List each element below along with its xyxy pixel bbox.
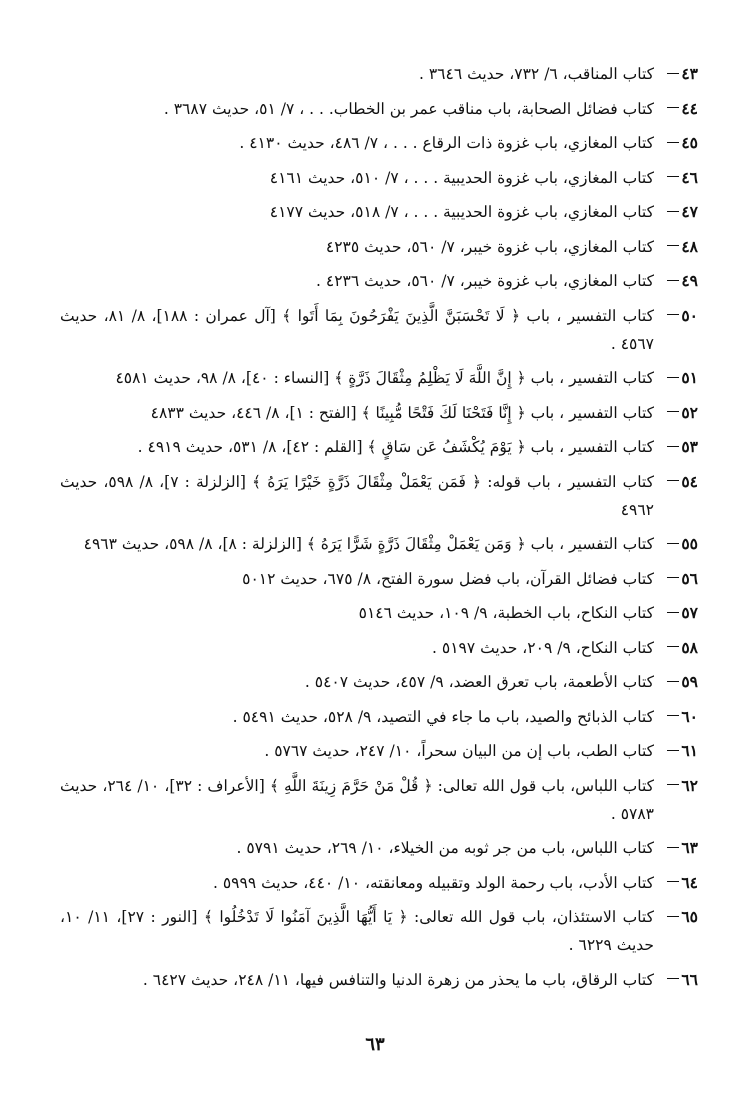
list-item xyxy=(60,634,698,662)
entry-dash xyxy=(667,978,679,979)
entry-text: كتاب المغازي، باب غزوة الحديبية . . . ، ٧/ ٥١٠، حديث ٤١٦١ xyxy=(269,168,654,187)
entry-number xyxy=(654,634,698,662)
entry-dash xyxy=(667,881,679,882)
list-item xyxy=(60,737,698,765)
list-item xyxy=(60,233,698,261)
entry-number-digits: ٤٨ xyxy=(681,236,698,256)
entry-number xyxy=(654,737,698,765)
entry-number-digits: ٥١ xyxy=(681,368,698,387)
entry-number xyxy=(654,60,698,88)
entry-text: كتاب النكاح، باب الخطبة، ٩/ ١٠٩، حديث ٥١٤٦ xyxy=(358,604,654,622)
entry-text: كتاب فضائل الصحابة، باب مناقب عمر بن الخطاب. . . ، ٧/ ٥١، حديث ٣٦٨٧ . xyxy=(163,99,654,118)
list-item xyxy=(60,772,698,828)
list-item xyxy=(60,164,698,192)
entry-text: كتاب المغازي، باب غزوة ذات الرقاع . . . ، ٧/ ٤٨٦، حديث ٤١٣٠ . xyxy=(239,134,654,152)
entry-dash xyxy=(667,142,679,143)
entry-number xyxy=(654,433,698,461)
entry-text: كتاب اللباس، باب من جر ثوبه من الخيلاء، ١٠/ ٢٦٩، حديث ٥٧٩١ . xyxy=(236,839,654,857)
list-item xyxy=(60,599,698,627)
entry-dash xyxy=(667,543,679,544)
entry-number-digits: ٦٦ xyxy=(681,969,698,989)
entry-number xyxy=(654,399,698,427)
entry-text: كتاب المغازي، باب غزوة خيبر، ٧/ ٥٦٠، حديث ٤٢٣٥ xyxy=(325,237,654,256)
entry-number-digits: ٥٠ xyxy=(681,305,698,325)
entry-dash xyxy=(667,750,679,751)
entry-number-digits: ٥٨ xyxy=(681,637,698,657)
entry-number-digits: ٦٢ xyxy=(681,775,698,795)
entry-number xyxy=(654,703,698,731)
entry-number-digits: ٤٧ xyxy=(681,202,698,221)
entry-text: كتاب المناقب، ٦/ ٧٣٢، حديث ٣٦٤٦ . xyxy=(419,65,654,83)
reference-list xyxy=(60,60,698,994)
entry-dash xyxy=(667,480,679,481)
entry-number xyxy=(654,95,698,123)
entry-dash xyxy=(667,314,679,315)
entry-number-digits: ٥٤ xyxy=(681,471,698,491)
entry-number-digits: ٦٣ xyxy=(681,838,698,857)
entry-number-digits: ٤٣ xyxy=(681,64,698,83)
list-item xyxy=(60,433,698,461)
entry-text: كتاب التفسير ، باب قوله: ﴿ فَمَن يَعْمَلْ مِثْقَالَ ذَرَّةٍ خَيْرًا يَرَهُ ﴾ [الزلزلة : ٧]، ٨/ ٥٩٨، حديث ٤٩٦٢ xyxy=(60,472,654,519)
list-item xyxy=(60,60,698,88)
entry-text: كتاب الاستئذان، باب قول الله تعالى: ﴿ يَا أَيُّهَا الَّذِينَ آمَنُوا لَا تَدْخُلُوا ﴾ [النور : ٢٧]، ١١/ ١٠، حديث ٦٢٢٩ . xyxy=(60,908,654,954)
entry-number xyxy=(654,599,698,627)
entry-number-digits: ٥٢ xyxy=(681,402,698,422)
list-item xyxy=(60,267,698,295)
entry-text: كتاب التفسير ، باب ﴿ إِنَّا فَتَحْنَا لَكَ فَتْحًا مُّبِينًا ﴾ [الفتح : ١]، ٨/ ٤٤٦، حديث ٤٨٣٣ xyxy=(150,403,654,422)
entry-number-digits: ٤٩ xyxy=(681,271,698,290)
list-item xyxy=(60,198,698,226)
entry-number-digits: ٥٣ xyxy=(681,437,698,456)
entry-number xyxy=(654,129,698,157)
entry-number xyxy=(654,530,698,558)
entry-number-digits: ٤٦ xyxy=(681,167,698,187)
list-item xyxy=(60,966,698,994)
entry-number xyxy=(654,869,698,897)
entry-number xyxy=(654,565,698,593)
page-number: ٦٣ xyxy=(365,1034,385,1055)
entry-text: كتاب التفسير ، باب ﴿ يَوْمَ يُكْشَفُ عَن سَاقٍ ﴾ [القلم : ٤٢]، ٨/ ٥٣١، حديث ٤٩١٩ . xyxy=(137,438,654,456)
entry-dash xyxy=(667,73,679,74)
entry-number-digits: ٤٤ xyxy=(681,98,698,118)
entry-number-digits: ٥٥ xyxy=(681,534,698,553)
list-item xyxy=(60,95,698,123)
list-item xyxy=(60,903,698,959)
entry-number-digits: ٥٧ xyxy=(681,603,698,622)
list-item xyxy=(60,468,698,524)
entry-text: كتاب الأدب، باب رحمة الولد وتقبيله ومعانقته، ١٠/ ٤٤٠، حديث ٥٩٩٩ . xyxy=(212,873,654,892)
entry-dash xyxy=(667,245,679,246)
entry-dash xyxy=(667,784,679,785)
entry-text: كتاب الرقاق، باب ما يحذر من زهرة الدنيا والتنافس فيها، ١١/ ٢٤٨، حديث ٦٤٢٧ . xyxy=(142,970,654,989)
entry-text: كتاب الذبائح والصيد، باب ما جاء في التصيد، ٩/ ٥٢٨، حديث ٥٤٩١ . xyxy=(232,707,654,726)
entry-dash xyxy=(667,646,679,647)
entry-number xyxy=(654,903,698,931)
entry-number xyxy=(654,198,698,226)
entry-text: كتاب الطب، باب إن من البيان سحراً، ١٠/ ٢٤٧، حديث ٥٧٦٧ . xyxy=(264,742,654,760)
entry-number xyxy=(654,468,698,496)
list-item xyxy=(60,565,698,593)
entry-dash xyxy=(667,715,679,716)
entry-number-digits: ٤٥ xyxy=(681,133,698,152)
entry-text: كتاب التفسير ، باب ﴿ إِنَّ اللَّهَ لَا يَظْلِمُ مِثْقَالَ ذَرَّةٍ ﴾ [النساء : ٤٠]، ٨/ ٩٨، حديث ٤٥٨١ xyxy=(115,369,654,387)
entry-text: كتاب التفسير ، باب ﴿ لَا تَحْسَبَنَّ الَّذِينَ يَفْرَحُونَ بِمَا أَتَوا ﴾ [آل عمران : ١٨٨]، ٨/ ٨١، حديث ٤٥٦٧ . xyxy=(60,306,654,353)
list-item xyxy=(60,302,698,358)
entry-number xyxy=(654,364,698,392)
list-item xyxy=(60,129,698,157)
entry-number xyxy=(654,302,698,330)
entry-number xyxy=(654,164,698,192)
list-item xyxy=(60,834,698,862)
entry-number xyxy=(654,233,698,261)
entry-dash xyxy=(667,211,679,212)
entry-number-digits: ٦٤ xyxy=(681,872,698,892)
entry-number-digits: ٥٩ xyxy=(681,672,698,691)
list-item xyxy=(60,399,698,427)
entry-text: كتاب المغازي، باب غزوة خيبر، ٧/ ٥٦٠، حديث ٤٢٣٦ . xyxy=(316,272,654,290)
entry-text: كتاب اللباس، باب قول الله تعالى: ﴿ قُلْ مَنْ حَرَّمَ زِينَةَ اللَّهِ ﴾ [الأعراف : ٣٢]، ١٠/ ٢٦٤، حديث ٥٧٨٣ . xyxy=(60,776,654,823)
entry-number xyxy=(654,834,698,862)
entry-dash xyxy=(667,176,679,177)
entry-dash xyxy=(667,612,679,613)
list-item xyxy=(60,364,698,392)
entry-text: كتاب التفسير ، باب ﴿ وَمَن يَعْمَلْ مِثْقَالَ ذَرَّةٍ شَرًّا يَرَهُ ﴾ [الزلزلة : ٨]، ٨/ ٥٩٨، حديث ٤٩٦٣ xyxy=(83,535,654,553)
entry-number-digits: ٦١ xyxy=(681,741,698,760)
list-item xyxy=(60,869,698,897)
entry-number xyxy=(654,668,698,696)
entry-dash xyxy=(667,411,679,412)
entry-dash xyxy=(667,681,679,682)
list-item xyxy=(60,703,698,731)
list-item xyxy=(60,668,698,696)
entry-dash xyxy=(667,577,679,578)
entry-text: كتاب النكاح، ٩/ ٢٠٩، حديث ٥١٩٧ . xyxy=(432,638,654,657)
entry-number xyxy=(654,772,698,800)
entry-text: كتاب فضائل القرآن، باب فضل سورة الفتح، ٨/ ٦٧٥، حديث ٥٠١٢ xyxy=(242,569,654,588)
entry-dash xyxy=(667,107,679,108)
entry-dash xyxy=(667,446,679,447)
list-item xyxy=(60,530,698,558)
entry-dash xyxy=(667,847,679,848)
entry-dash xyxy=(667,377,679,378)
entry-number xyxy=(654,966,698,994)
entry-text: كتاب المغازي، باب غزوة الحديبية . . . ، ٧/ ٥١٨، حديث ٤١٧٧ xyxy=(269,203,654,221)
entry-number-digits: ٥٦ xyxy=(681,568,698,588)
entry-dash xyxy=(667,916,679,917)
entry-number-digits: ٦٥ xyxy=(681,907,698,926)
entry-number xyxy=(654,267,698,295)
entry-dash xyxy=(667,280,679,281)
entry-number-digits: ٦٠ xyxy=(681,706,698,726)
entry-text: كتاب الأطعمة، باب تعرق العضد، ٩/ ٤٥٧، حديث ٥٤٠٧ . xyxy=(304,673,654,691)
